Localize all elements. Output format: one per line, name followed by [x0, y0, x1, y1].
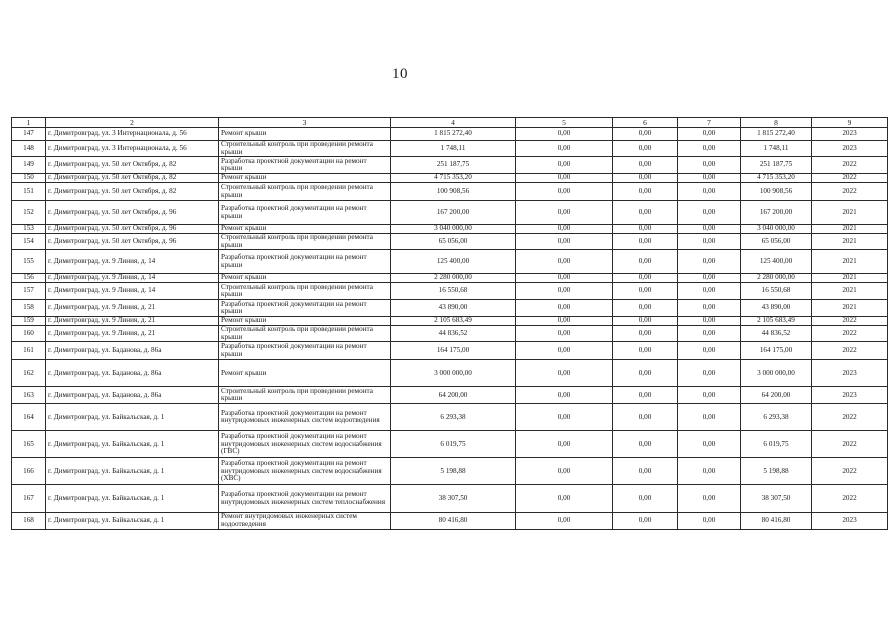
address-cell: г. Димитровград, ул. 9 Линия, д. 14: [46, 274, 219, 283]
work-type-cell: Ремонт внутридомовых инженерных систем водоотведения: [219, 513, 391, 529]
year-cell: 2022: [812, 404, 888, 431]
address-cell: г. Димитровград, ул. 3 Интернационала, д. 56: [46, 141, 219, 157]
address-cell: г. Димитровград, ул. 50 лет Октября, д. 96: [46, 234, 219, 250]
work-type-cell: Ремонт крыши: [219, 360, 391, 387]
funding-cell: 0,00: [613, 317, 678, 326]
owner-funds-cell: 16 550,68: [741, 283, 812, 300]
funding-cell: 0,00: [516, 174, 613, 183]
column-header: 7: [678, 118, 741, 128]
address-cell: г. Димитровград, ул. Байкальская, д. 1: [46, 404, 219, 431]
funding-cell: 0,00: [678, 431, 741, 458]
table-row: [12, 300, 888, 317]
column-header: 1: [12, 118, 46, 128]
funding-cell: 0,00: [516, 283, 613, 300]
funding-cell: 0,00: [516, 141, 613, 157]
year-cell: 2022: [812, 485, 888, 513]
funding-cell: 0,00: [678, 234, 741, 250]
year-cell: 2021: [812, 283, 888, 300]
column-header: 8: [741, 118, 812, 128]
address-cell: г. Димитровград, ул. 50 лет Октября, д. 82: [46, 174, 219, 183]
funding-cell: 0,00: [516, 183, 613, 201]
funding-cell: 0,00: [613, 513, 678, 529]
owner-funds-cell: 1 815 272,40: [741, 128, 812, 141]
row-number: 154: [12, 234, 46, 250]
funding-cell: 0,00: [678, 201, 741, 225]
funding-cell: 0,00: [613, 458, 678, 485]
total-cost-cell: 3 000 000,00: [391, 360, 516, 387]
total-cost-cell: 80 416,80: [391, 513, 516, 529]
row-number: 165: [12, 431, 46, 458]
work-type-cell: Разработка проектной документации на ремонт крыши: [219, 342, 391, 360]
owner-funds-cell: 43 890,00: [741, 300, 812, 317]
owner-funds-cell: 64 200,00: [741, 387, 812, 404]
row-number: 161: [12, 342, 46, 360]
funding-cell: 0,00: [613, 174, 678, 183]
table-row: [12, 141, 888, 157]
owner-funds-cell: 44 836,52: [741, 326, 812, 342]
work-type-cell: Ремонт крыши: [219, 174, 391, 183]
funding-cell: 0,00: [613, 326, 678, 342]
year-cell: 2022: [812, 317, 888, 326]
table-row: [12, 404, 888, 431]
funding-cell: 0,00: [678, 274, 741, 283]
funding-cell: 0,00: [516, 326, 613, 342]
table-row: [12, 250, 888, 274]
work-type-cell: Строительный контроль при проведении ремонта крыши: [219, 234, 391, 250]
funding-cell: 0,00: [678, 225, 741, 234]
total-cost-cell: 125 400,00: [391, 250, 516, 274]
row-number: 155: [12, 250, 46, 274]
total-cost-cell: 44 836,52: [391, 326, 516, 342]
table-row: [12, 342, 888, 360]
funding-cell: 0,00: [516, 250, 613, 274]
owner-funds-cell: 251 187,75: [741, 157, 812, 174]
funding-cell: 0,00: [516, 234, 613, 250]
year-cell: 2023: [812, 141, 888, 157]
work-type-cell: Строительный контроль при проведении ремонта крыши: [219, 141, 391, 157]
funding-cell: 0,00: [613, 485, 678, 513]
row-number: 153: [12, 225, 46, 234]
funding-cell: 0,00: [678, 317, 741, 326]
address-cell: г. Димитровград, ул. Байкальская, д. 1: [46, 431, 219, 458]
funding-cell: 0,00: [678, 250, 741, 274]
funding-cell: 0,00: [516, 317, 613, 326]
total-cost-cell: 164 175,00: [391, 342, 516, 360]
row-number: 157: [12, 283, 46, 300]
total-cost-cell: 6 293,38: [391, 404, 516, 431]
funding-cell: 0,00: [678, 404, 741, 431]
row-number: 166: [12, 458, 46, 485]
work-type-cell: Ремонт крыши: [219, 274, 391, 283]
total-cost-cell: 43 890,00: [391, 300, 516, 317]
total-cost-cell: 251 187,75: [391, 157, 516, 174]
funding-cell: 0,00: [613, 404, 678, 431]
owner-funds-cell: 3 040 000,00: [741, 225, 812, 234]
table-row: [12, 157, 888, 174]
table-row: [12, 326, 888, 342]
year-cell: 2021: [812, 300, 888, 317]
funding-cell: 0,00: [678, 141, 741, 157]
year-cell: 2022: [812, 458, 888, 485]
funding-cell: 0,00: [613, 250, 678, 274]
year-cell: 2021: [812, 234, 888, 250]
work-type-cell: Ремонт крыши: [219, 225, 391, 234]
funding-cell: 0,00: [613, 225, 678, 234]
funding-cell: 0,00: [613, 431, 678, 458]
row-number: 149: [12, 157, 46, 174]
funding-cell: 0,00: [516, 513, 613, 529]
address-cell: г. Димитровград, ул. 50 лет Октября, д. 96: [46, 225, 219, 234]
year-cell: 2022: [812, 326, 888, 342]
funding-cell: 0,00: [516, 225, 613, 234]
table-row: [12, 283, 888, 300]
owner-funds-cell: 2 280 000,00: [741, 274, 812, 283]
owner-funds-cell: 164 175,00: [741, 342, 812, 360]
funding-cell: 0,00: [613, 234, 678, 250]
address-cell: г. Димитровград, ул. Баданова, д. 86а: [46, 360, 219, 387]
funding-cell: 0,00: [613, 360, 678, 387]
funding-cell: 0,00: [678, 513, 741, 529]
funding-cell: 0,00: [613, 283, 678, 300]
table-row: [12, 128, 888, 141]
row-number: 163: [12, 387, 46, 404]
work-type-cell: Разработка проектной документации на ремонт внутридомовых инженерных систем водоотведения: [219, 404, 391, 431]
column-header: 9: [812, 118, 888, 128]
work-type-cell: Строительный контроль при проведении ремонта крыши: [219, 387, 391, 404]
work-type-cell: Разработка проектной документации на ремонт крыши: [219, 157, 391, 174]
year-cell: 2021: [812, 201, 888, 225]
row-number: 156: [12, 274, 46, 283]
funding-cell: 0,00: [678, 485, 741, 513]
work-type-cell: Разработка проектной документации на ремонт крыши: [219, 250, 391, 274]
funding-cell: 0,00: [516, 387, 613, 404]
address-cell: г. Димитровград, ул. Байкальская, д. 1: [46, 458, 219, 485]
total-cost-cell: 6 019,75: [391, 431, 516, 458]
work-type-cell: Ремонт крыши: [219, 128, 391, 141]
funding-cell: 0,00: [516, 128, 613, 141]
funding-cell: 0,00: [516, 485, 613, 513]
work-type-cell: Строительный контроль при проведении ремонта крыши: [219, 183, 391, 201]
table-row: [12, 485, 888, 513]
funding-cell: 0,00: [516, 274, 613, 283]
row-number: 159: [12, 317, 46, 326]
table-row: [12, 183, 888, 201]
year-cell: 2021: [812, 250, 888, 274]
funding-cell: 0,00: [613, 141, 678, 157]
year-cell: 2023: [812, 387, 888, 404]
total-cost-cell: 100 908,56: [391, 183, 516, 201]
row-number: 152: [12, 201, 46, 225]
owner-funds-cell: 65 056,00: [741, 234, 812, 250]
total-cost-cell: 16 550,68: [391, 283, 516, 300]
funding-cell: 0,00: [613, 300, 678, 317]
work-type-cell: Разработка проектной документации на ремонт крыши: [219, 300, 391, 317]
column-header: 5: [516, 118, 613, 128]
owner-funds-cell: 3 000 000,00: [741, 360, 812, 387]
funding-cell: 0,00: [516, 300, 613, 317]
funding-cell: 0,00: [678, 387, 741, 404]
work-type-cell: Строительный контроль при проведении ремонта крыши: [219, 326, 391, 342]
address-cell: г. Димитровград, ул. 9 Линия, д. 14: [46, 250, 219, 274]
funding-cell: 0,00: [516, 201, 613, 225]
table-row: [12, 234, 888, 250]
repair-program-table: [11, 117, 888, 530]
funding-cell: 0,00: [613, 157, 678, 174]
table-row: [12, 513, 888, 529]
row-number: 162: [12, 360, 46, 387]
funding-cell: 0,00: [516, 404, 613, 431]
total-cost-cell: 64 200,00: [391, 387, 516, 404]
year-cell: 2022: [812, 431, 888, 458]
total-cost-cell: 38 307,50: [391, 485, 516, 513]
column-header: 2: [46, 118, 219, 128]
owner-funds-cell: 38 307,50: [741, 485, 812, 513]
address-cell: г. Димитровград, ул. 9 Линия, д. 21: [46, 317, 219, 326]
column-header: 6: [613, 118, 678, 128]
table-row: [12, 201, 888, 225]
table-row: [12, 458, 888, 485]
owner-funds-cell: 100 908,56: [741, 183, 812, 201]
funding-cell: 0,00: [678, 342, 741, 360]
year-cell: 2023: [812, 513, 888, 529]
funding-cell: 0,00: [613, 201, 678, 225]
work-type-cell: Разработка проектной документации на ремонт крыши: [219, 201, 391, 225]
funding-cell: 0,00: [678, 326, 741, 342]
column-header: 4: [391, 118, 516, 128]
funding-cell: 0,00: [516, 157, 613, 174]
page-number: 10: [392, 66, 408, 82]
owner-funds-cell: 167 200,00: [741, 201, 812, 225]
total-cost-cell: 1 815 272,40: [391, 128, 516, 141]
work-type-cell: Ремонт крыши: [219, 317, 391, 326]
total-cost-cell: 167 200,00: [391, 201, 516, 225]
owner-funds-cell: 4 715 353,20: [741, 174, 812, 183]
year-cell: 2021: [812, 225, 888, 234]
total-cost-cell: 2 105 683,49: [391, 317, 516, 326]
owner-funds-cell: 5 198,88: [741, 458, 812, 485]
owner-funds-cell: 2 105 683,49: [741, 317, 812, 326]
funding-cell: 0,00: [516, 431, 613, 458]
row-number: 147: [12, 128, 46, 141]
table-row: [12, 174, 888, 183]
address-cell: г. Димитровград, ул. 9 Линия, д. 14: [46, 283, 219, 300]
address-cell: г. Димитровград, ул. 50 лет Октября, д. 96: [46, 201, 219, 225]
owner-funds-cell: 80 416,80: [741, 513, 812, 529]
funding-cell: 0,00: [613, 387, 678, 404]
address-cell: г. Димитровград, ул. 9 Линия, д. 21: [46, 300, 219, 317]
work-type-cell: Разработка проектной документации на ремонт внутридомовых инженерных систем водоснабжения (ГВС): [219, 431, 391, 458]
funding-cell: 0,00: [678, 183, 741, 201]
table-row: [12, 274, 888, 283]
table-row: [12, 360, 888, 387]
year-cell: 2022: [812, 174, 888, 183]
funding-cell: 0,00: [678, 174, 741, 183]
row-number: 150: [12, 174, 46, 183]
address-cell: г. Димитровград, ул. 50 лет Октября, д. 82: [46, 183, 219, 201]
table-row: [12, 387, 888, 404]
address-cell: г. Димитровград, ул. 9 Линия, д. 21: [46, 326, 219, 342]
work-type-cell: Строительный контроль при проведении ремонта крыши: [219, 283, 391, 300]
owner-funds-cell: 6 019,75: [741, 431, 812, 458]
table-row: [12, 225, 888, 234]
total-cost-cell: 65 056,00: [391, 234, 516, 250]
year-cell: 2023: [812, 360, 888, 387]
total-cost-cell: 1 748,11: [391, 141, 516, 157]
owner-funds-cell: 6 293,38: [741, 404, 812, 431]
funding-cell: 0,00: [613, 274, 678, 283]
row-number: 168: [12, 513, 46, 529]
funding-cell: 0,00: [678, 128, 741, 141]
funding-cell: 0,00: [678, 458, 741, 485]
year-cell: 2023: [812, 128, 888, 141]
column-header: 3: [219, 118, 391, 128]
work-type-cell: Разработка проектной документации на ремонт внутридомовых инженерных систем теплоснабжения: [219, 485, 391, 513]
funding-cell: 0,00: [678, 360, 741, 387]
header-row: [12, 118, 888, 128]
row-number: 148: [12, 141, 46, 157]
total-cost-cell: 4 715 353,20: [391, 174, 516, 183]
funding-cell: 0,00: [516, 458, 613, 485]
table-body: [12, 128, 888, 530]
year-cell: 2021: [812, 274, 888, 283]
row-number: 158: [12, 300, 46, 317]
year-cell: 2022: [812, 157, 888, 174]
address-cell: г. Димитровград, ул. 50 лет Октября, д. 82: [46, 157, 219, 174]
address-cell: г. Димитровград, ул. Байкальская, д. 1: [46, 513, 219, 529]
address-cell: г. Димитровград, ул. Байкальская, д. 1: [46, 485, 219, 513]
total-cost-cell: 2 280 000,00: [391, 274, 516, 283]
funding-cell: 0,00: [613, 342, 678, 360]
funding-cell: 0,00: [613, 128, 678, 141]
total-cost-cell: 5 198,88: [391, 458, 516, 485]
table-row: [12, 317, 888, 326]
funding-cell: 0,00: [613, 183, 678, 201]
row-number: 160: [12, 326, 46, 342]
owner-funds-cell: 1 748,11: [741, 141, 812, 157]
total-cost-cell: 3 040 000,00: [391, 225, 516, 234]
funding-cell: 0,00: [516, 342, 613, 360]
row-number: 167: [12, 485, 46, 513]
funding-cell: 0,00: [678, 283, 741, 300]
funding-cell: 0,00: [516, 360, 613, 387]
row-number: 164: [12, 404, 46, 431]
address-cell: г. Димитровград, ул. Баданова, д. 86а: [46, 342, 219, 360]
table-row: [12, 431, 888, 458]
work-type-cell: Разработка проектной документации на ремонт внутридомовых инженерных систем водоснабжения (ХВС): [219, 458, 391, 485]
year-cell: 2022: [812, 342, 888, 360]
address-cell: г. Димитровград, ул. Баданова, д. 86а: [46, 387, 219, 404]
funding-cell: 0,00: [678, 157, 741, 174]
row-number: 151: [12, 183, 46, 201]
address-cell: г. Димитровград, ул. 3 Интернационала, д. 56: [46, 128, 219, 141]
funding-cell: 0,00: [678, 300, 741, 317]
owner-funds-cell: 125 400,00: [741, 250, 812, 274]
year-cell: 2022: [812, 183, 888, 201]
